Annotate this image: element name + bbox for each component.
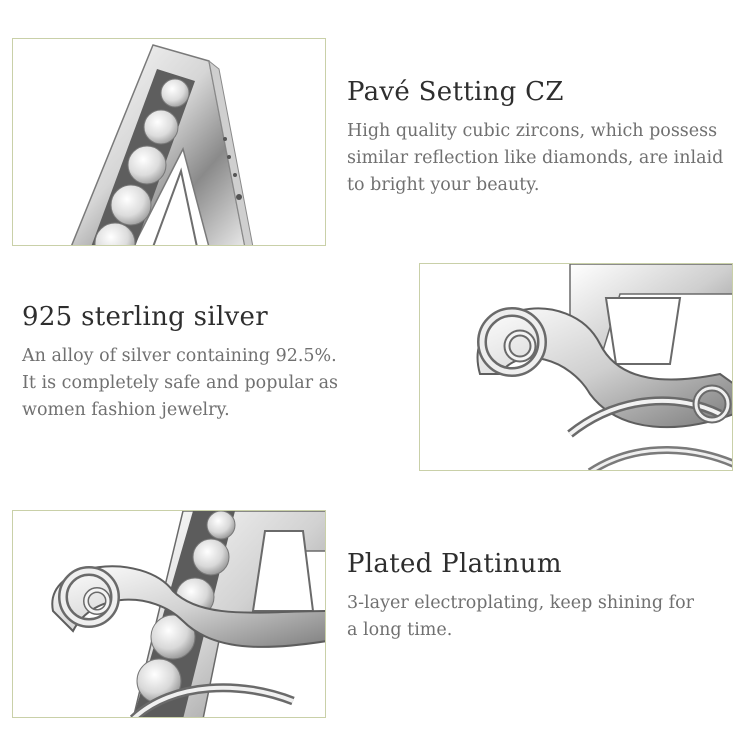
description-line: similar reflection like diamonds, are inlaid (347, 148, 724, 168)
description-line: High quality cubic zircons, which possess (347, 121, 718, 141)
description-line: It is completely safe and popular as (22, 373, 339, 393)
feature-sterling-silver (22, 301, 338, 424)
feature-title: Plated Platinum (347, 549, 562, 579)
feature-plated-platinum (347, 548, 694, 644)
feature-description (347, 590, 694, 644)
feature-pave-setting (347, 76, 723, 199)
plated-letter-closeup-image (12, 510, 326, 718)
silver-swirl-closeup-image (419, 263, 733, 471)
description-line: 3-layer electroplating, keep shining for (347, 593, 694, 613)
description-line: An alloy of silver containing 92.5%. (22, 346, 337, 366)
description-line: to bright your beauty. (347, 175, 540, 195)
feature-description (347, 118, 723, 199)
description-line: women fashion jewelry. (22, 400, 230, 420)
pave-setting-closeup-image (12, 38, 326, 246)
feature-description (22, 343, 338, 424)
feature-title: 925 sterling silver (22, 302, 268, 332)
feature-title: Pavé Setting CZ (347, 77, 564, 107)
description-line: a long time. (347, 620, 453, 640)
